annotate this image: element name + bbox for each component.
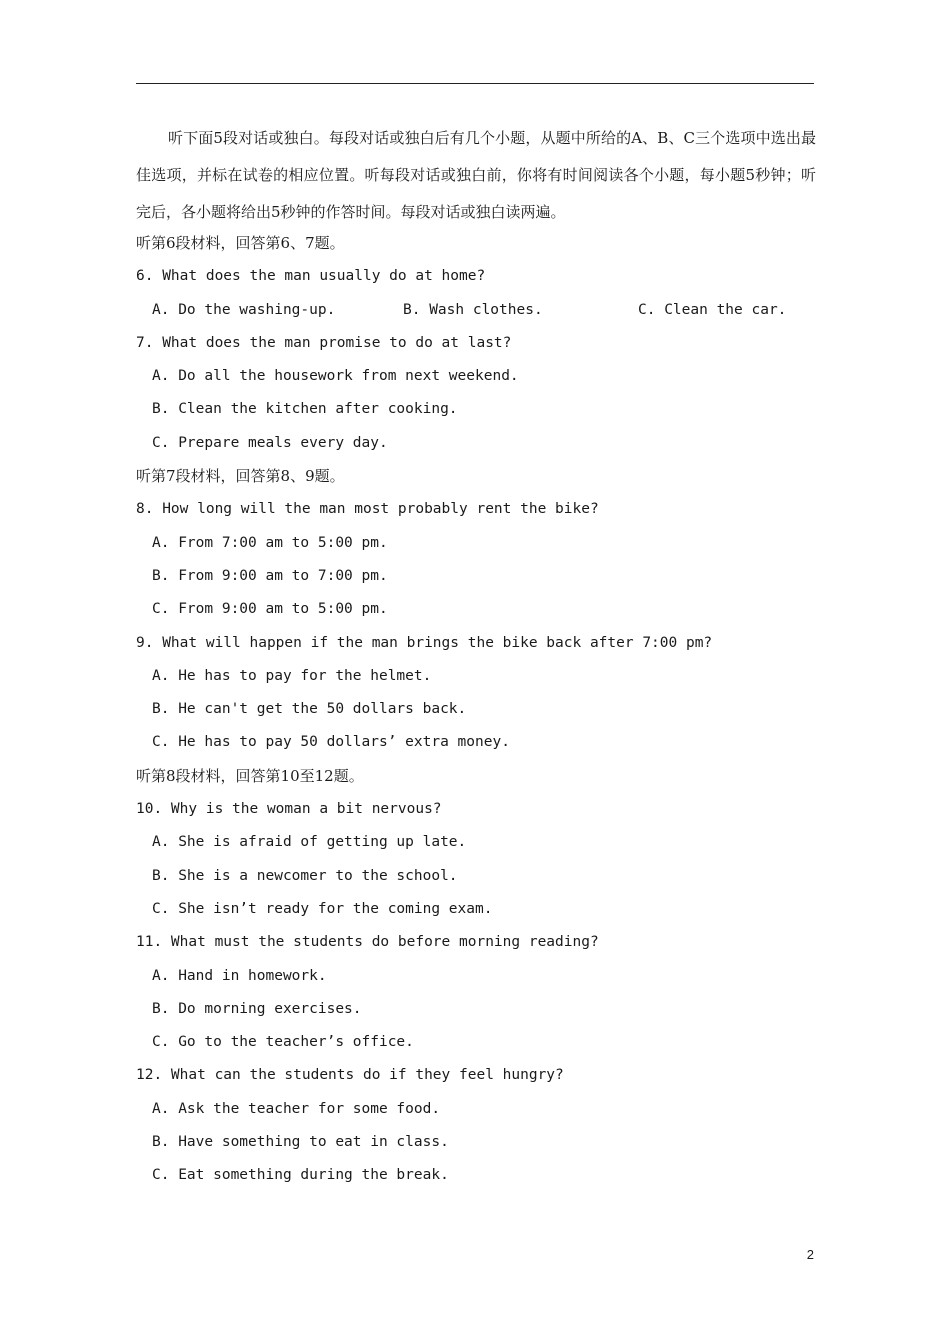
option-c: C. Eat something during the break.: [152, 1167, 449, 1184]
question-6-options: [136, 294, 816, 327]
option-a: A. Ask the teacher for some food.: [152, 1100, 441, 1117]
option-b: B. He can't get the 50 dollars back.: [152, 701, 467, 718]
option-c: C. Clean the car.: [638, 301, 787, 318]
option-b: B. She is a newcomer to the school.: [152, 867, 458, 884]
option-a: A. She is afraid of getting up late.: [152, 834, 467, 851]
option-b: B. From 9:00 am to 7:00 pm.: [152, 567, 388, 584]
option-a: A. Do the washing-up.: [152, 301, 336, 318]
header-rule: [136, 83, 814, 84]
option-c: C. Go to the teacher’s office.: [152, 1034, 414, 1051]
option-a: A. Hand in homework.: [152, 967, 327, 984]
option-b: B. Do morning exercises.: [152, 1000, 362, 1017]
option-b: B. Wash clothes.: [403, 301, 543, 318]
page-number: 2: [806, 1247, 814, 1262]
option-c: C. From 9:00 am to 5:00 pm.: [152, 601, 388, 618]
section-header: 听第6段材料，回答第6、7题。: [136, 234, 345, 252]
option-a: A. Do all the housework from next weekend.: [152, 368, 519, 385]
question-7: 7. What does the man promise to do at last?: [136, 334, 512, 351]
question-9: 9. What will happen if the man brings the bike back after 7:00 pm?: [136, 634, 713, 651]
option-a: A. He has to pay for the helmet.: [152, 667, 432, 684]
option-b: B. Have something to eat in class.: [152, 1134, 449, 1151]
question-8: 8. How long will the man most probably rent the bike?: [136, 501, 599, 518]
option-a: A. From 7:00 am to 5:00 pm.: [152, 534, 388, 551]
document-body: [136, 120, 816, 1193]
question-10: 10. Why is the woman a bit nervous?: [136, 801, 442, 818]
option-c: C. Prepare meals every day.: [152, 434, 388, 451]
option-b: B. Clean the kitchen after cooking.: [152, 401, 458, 418]
section-header: 听第8段材料，回答第10至12题。: [136, 766, 364, 785]
question-12: 12. What can the students do if they feel hungry?: [136, 1067, 564, 1084]
option-c: C. She isn’t ready for the coming exam.: [152, 900, 493, 917]
question-6: 6. What does the man usually do at home?: [136, 268, 486, 285]
section-header: 听第7段材料，回答第8、9题。: [136, 467, 345, 486]
instructions-paragraph: 听下面5段对话或独白。每段对话或独白后有几个小题，从题中所给的A、B、C三个选项中选出最佳选项，并标在试卷的相应位置。听每段对话或独白前，你将有时间阅读各个小题，每小题5秒钟；听完后，各小题将给出5秒钟的作答时间。每段对话或独白读两遍。: [136, 129, 816, 221]
question-11: 11. What must the students do before morning reading?: [136, 934, 599, 951]
option-c: C. He has to pay 50 dollars’ extra money.: [152, 734, 510, 751]
